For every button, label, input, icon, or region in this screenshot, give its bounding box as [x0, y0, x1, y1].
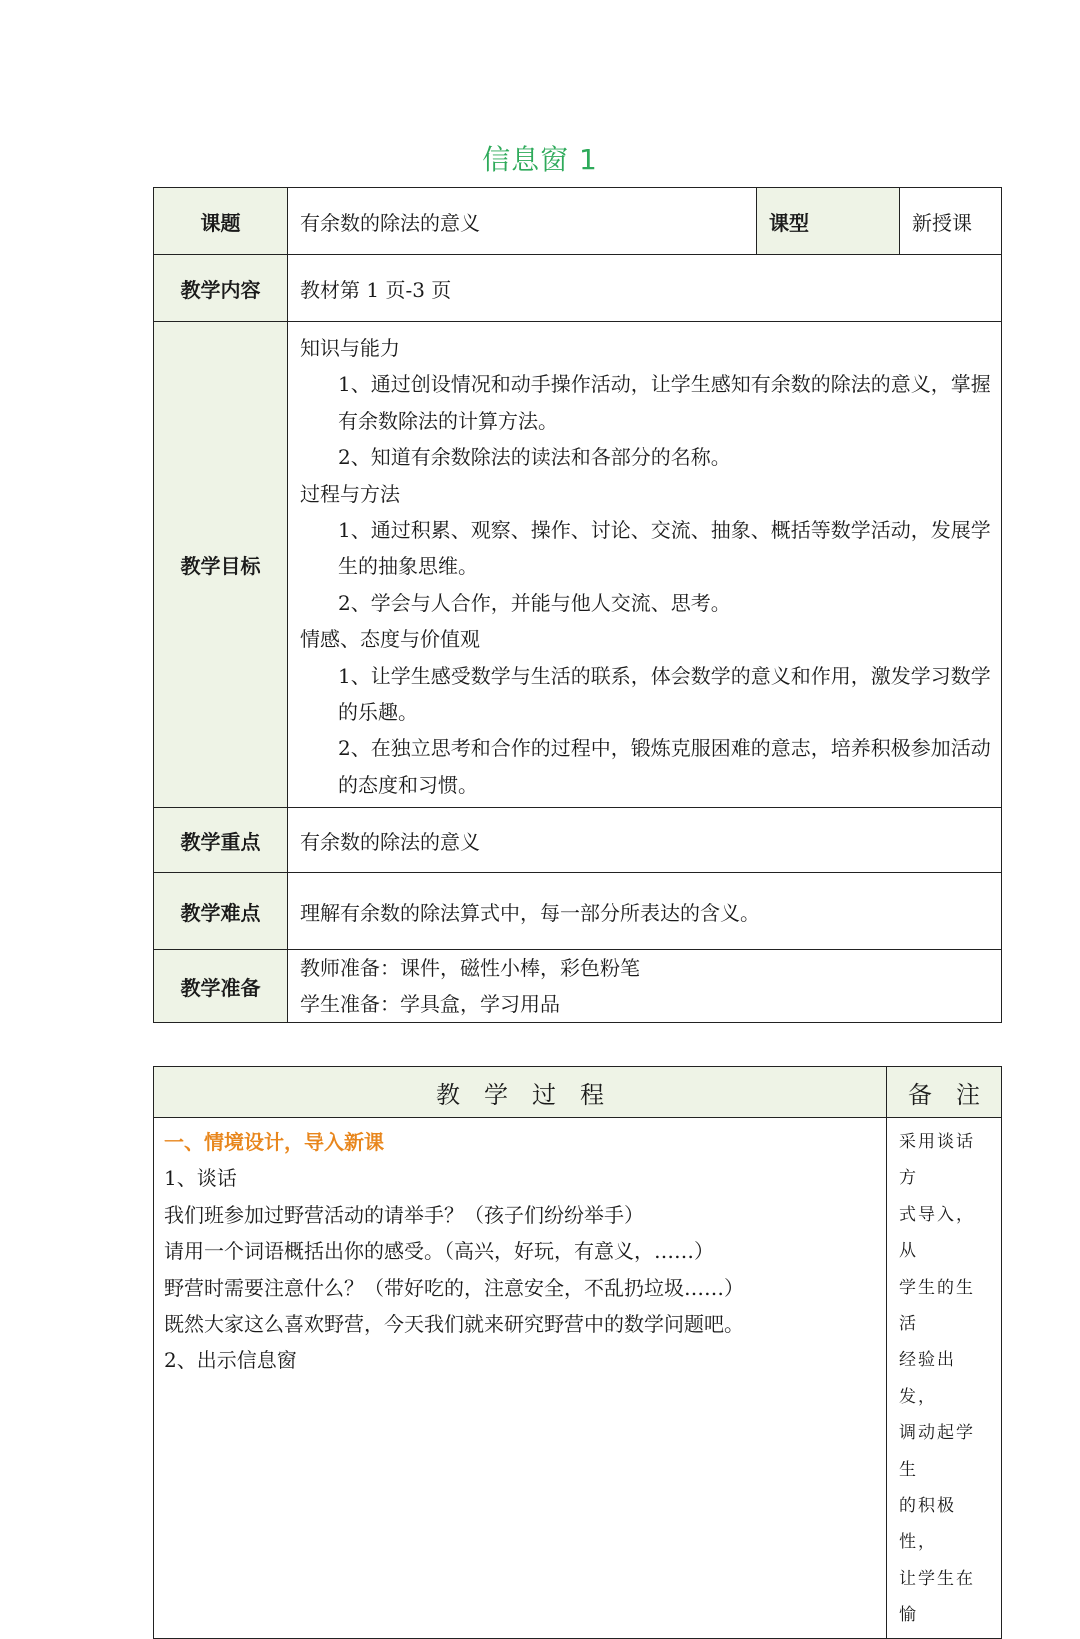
- page-title: 信息窗 1: [482, 143, 598, 176]
- content-row: [154, 255, 1002, 322]
- process-header: 教 学 过 程: [154, 1067, 887, 1118]
- notes-header: 备 注: [887, 1067, 1002, 1118]
- content-label: 教学内容: [154, 255, 288, 322]
- goal-item: [300, 512, 991, 585]
- note-line: 经验出发，: [899, 1350, 956, 1407]
- process-body-row: [154, 1118, 1002, 1639]
- process-line: 我们班参加过野营活动的请举手？（孩子们纷纷举手）: [164, 1202, 644, 1227]
- goal-item-text: 1、让学生感受数学与生活的联系，体会数学的意义和作用，激发学习数学的乐趣。: [338, 663, 991, 725]
- process-line: 2、出示信息窗: [164, 1348, 297, 1373]
- note-line: 采用谈话方: [899, 1132, 975, 1189]
- goal-item: [300, 439, 991, 475]
- goal-item: [300, 366, 991, 439]
- difficulty-row: [154, 873, 1002, 950]
- prep-row: [154, 950, 1002, 1023]
- process-header-row: [154, 1067, 1002, 1118]
- prep-label: 教学准备: [154, 950, 288, 1023]
- goals-row: [154, 322, 1002, 808]
- goal-heading: 知识与能力: [300, 336, 400, 360]
- goal-heading: 情感、态度与价值观: [300, 627, 480, 652]
- type-value: 新授课: [900, 188, 1002, 255]
- process-line: 1、谈话: [164, 1166, 237, 1191]
- key-label: 教学重点: [154, 808, 288, 873]
- goal-item-text: 1、通过创设情况和动手操作活动，让学生感知有余数的除法的意义，掌握有余数除法的计算方法。: [338, 372, 991, 433]
- difficulty-value: 理解有余数的除法算式中，每一部分所表达的含义。: [288, 873, 1002, 950]
- process-line: 既然大家这么喜欢野营，今天我们就来研究野营中的数学问题吧。: [164, 1312, 744, 1337]
- goals-list: [288, 322, 1001, 807]
- prep-teacher: 教师准备：课件，磁性小棒，彩色粉笔: [300, 956, 640, 981]
- lesson-info-table: [153, 187, 1002, 1023]
- key-row: [154, 808, 1002, 873]
- prep-cell: [288, 950, 1002, 1023]
- note-line: 式导入，从: [899, 1204, 975, 1262]
- teaching-process-table: [153, 1066, 1002, 1639]
- topic-value: 有余数的除法的意义: [288, 188, 757, 255]
- content-value: 教材第 1 页-3 页: [288, 255, 1002, 322]
- topic-label: 课题: [154, 188, 288, 255]
- goals-label: 教学目标: [154, 322, 288, 808]
- process-line: 请用一个词语概括出你的感受。（高兴，好玩，有意义，……）: [164, 1239, 714, 1264]
- goal-item: [300, 730, 991, 803]
- process-body: [154, 1118, 887, 1639]
- difficulty-label: 教学难点: [154, 873, 288, 950]
- note-line: 让学生在愉: [899, 1568, 975, 1626]
- goal-item-text: 2、在独立思考和合作的过程中，锻炼克服困难的意志，培养积极参加活动的态度和习惯。: [338, 736, 991, 797]
- section-title: 一、情境设计，导入新课: [164, 1130, 384, 1154]
- goal-item: [300, 585, 991, 621]
- goal-item-text: 2、学会与人合作，并能与他人交流、思考。: [338, 590, 731, 615]
- prep-student: 学生准备：学具盒，学习用品: [300, 992, 560, 1017]
- goals-cell: [288, 322, 1002, 808]
- notes-body: [887, 1118, 1002, 1639]
- key-value: 有余数的除法的意义: [288, 808, 1002, 873]
- goal-item-text: 2、知道有余数除法的读法和各部分的名称。: [338, 445, 731, 470]
- note-line: 学生的生活: [899, 1277, 975, 1335]
- note-line: 的积极性，: [899, 1496, 956, 1553]
- goal-heading: 过程与方法: [300, 481, 400, 506]
- type-label: 课型: [757, 188, 900, 255]
- note-line: 调动起学生: [899, 1423, 975, 1480]
- goal-item-text: 1、通过积累、观察、操作、讨论、交流、抽象、概括等数学活动，发展学生的抽象思维。: [338, 518, 991, 579]
- process-line: 野营时需要注意什么？（带好吃的，注意安全，不乱扔垃圾……）: [164, 1275, 744, 1300]
- goal-item: [300, 658, 991, 731]
- topic-row: [154, 188, 1002, 255]
